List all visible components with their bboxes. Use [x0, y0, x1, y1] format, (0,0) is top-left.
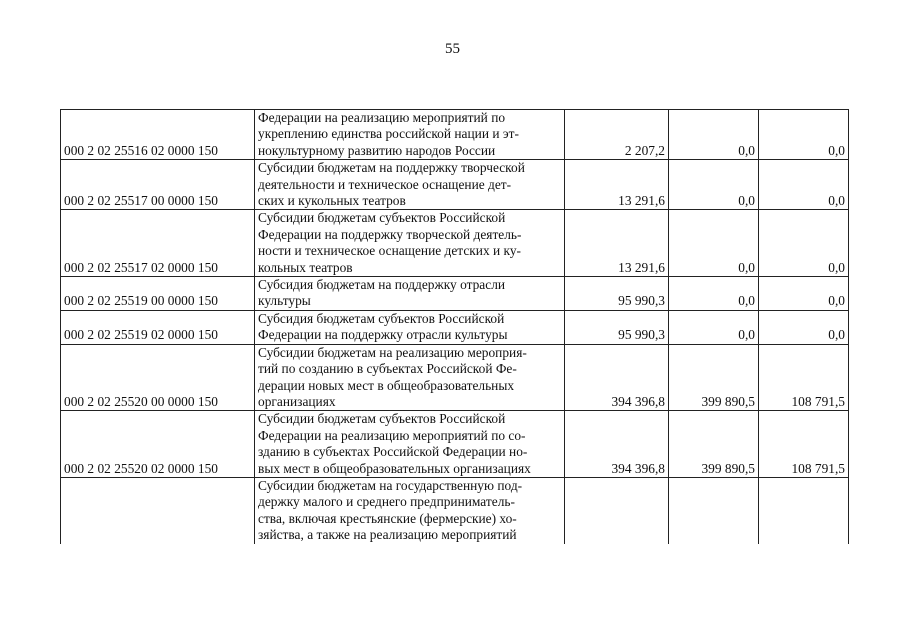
- item-name-cell: [255, 277, 565, 311]
- item-name-line: зяйства, а также на реализацию мероприятий: [258, 527, 517, 543]
- amount-cell-2: 399 890,5: [669, 411, 759, 478]
- amount-cell-3: 0,0: [759, 277, 849, 311]
- classification-code-cell: 000 2 02 25517 02 0000 150: [61, 210, 255, 277]
- amount-cell-1: 13 291,6: [565, 210, 669, 277]
- amount-cell-3: 108 791,5: [759, 344, 849, 411]
- item-name-line: Федерации на реализацию мероприятий по со-: [258, 427, 526, 443]
- amount-cell-2: 0,0: [669, 210, 759, 277]
- amount-cell-2: [669, 477, 759, 543]
- table-row: [61, 277, 849, 311]
- item-name-line: Субсидия бюджетам на поддержку отрасли: [258, 277, 506, 293]
- table-row: [61, 160, 849, 210]
- classification-code-cell: [61, 477, 255, 543]
- item-name-line: культуры: [258, 293, 311, 309]
- item-name-line: организациях: [258, 393, 336, 409]
- item-name-line: кольных театров: [258, 259, 353, 275]
- budget-table: [60, 109, 849, 544]
- item-name-cell: [255, 477, 565, 543]
- classification-code-cell: 000 2 02 25516 02 0000 150: [61, 110, 255, 160]
- amount-cell-1: 394 396,8: [565, 344, 669, 411]
- item-name-cell: [255, 411, 565, 478]
- amount-cell-3: [759, 477, 849, 543]
- item-name-line: ства, включая крестьянские (фермерские) хо-: [258, 510, 517, 526]
- item-name-line: Субсидии бюджетам на государственную под-: [258, 477, 523, 493]
- item-name-line: Субсидии бюджетам на реализацию мероприя-: [258, 344, 527, 360]
- item-name-line: Федерации на поддержку творческой деятель-: [258, 226, 522, 242]
- item-name-line: ских и кукольных театров: [258, 193, 406, 209]
- item-name-cell: [255, 160, 565, 210]
- amount-cell-2: 0,0: [669, 110, 759, 160]
- amount-cell-1: 2 207,2: [565, 110, 669, 160]
- table-row: [61, 310, 849, 344]
- amount-cell-2: 0,0: [669, 310, 759, 344]
- amount-cell-1: 95 990,3: [565, 277, 669, 311]
- item-name-line: Субсидии бюджетам на поддержку творческой: [258, 160, 525, 176]
- item-name-line: Федерации на поддержку отрасли культуры: [258, 327, 508, 343]
- classification-code-cell: 000 2 02 25519 02 0000 150: [61, 310, 255, 344]
- item-name-cell: [255, 210, 565, 277]
- classification-code-cell: 000 2 02 25517 00 0000 150: [61, 160, 255, 210]
- item-name-line: Субсидии бюджетам субъектов Российской: [258, 210, 506, 226]
- item-name-line: Федерации на реализацию мероприятий по: [258, 110, 506, 125]
- item-name-cell: [255, 344, 565, 411]
- amount-cell-3: 0,0: [759, 160, 849, 210]
- amount-cell-3: 108 791,5: [759, 411, 849, 478]
- amount-cell-1: 394 396,8: [565, 411, 669, 478]
- classification-code-cell: 000 2 02 25520 00 0000 150: [61, 344, 255, 411]
- table-row: [61, 411, 849, 478]
- amount-cell-3: 0,0: [759, 210, 849, 277]
- amount-cell-2: 399 890,5: [669, 344, 759, 411]
- amount-cell-1: 95 990,3: [565, 310, 669, 344]
- item-name-line: ности и техническое оснащение детских и ку-: [258, 243, 521, 259]
- item-name-line: держку малого и среднего предприниматель-: [258, 494, 515, 510]
- item-name-line: деятельности и техническое оснащение дет-: [258, 176, 512, 192]
- amount-cell-1: 13 291,6: [565, 160, 669, 210]
- amount-cell-3: 0,0: [759, 310, 849, 344]
- item-name-line: Субсидия бюджетам субъектов Российской: [258, 310, 505, 326]
- item-name-line: вых мест в общеобразовательных организациях: [258, 460, 531, 476]
- item-name-cell: [255, 110, 565, 160]
- item-name-line: Субсидии бюджетам субъектов Российской: [258, 411, 506, 427]
- amount-cell-2: 0,0: [669, 277, 759, 311]
- table-row: [61, 477, 849, 543]
- budget-table-body: [61, 110, 849, 544]
- item-name-line: тий по созданию в субъектах Российской Фе-: [258, 361, 517, 377]
- item-name-line: укреплению единства российской нации и эт-: [258, 126, 519, 142]
- amount-cell-2: 0,0: [669, 160, 759, 210]
- item-name-line: зданию в субъектах Российской Федерации но-: [258, 444, 528, 460]
- table-row: [61, 344, 849, 411]
- page-number: 55: [445, 41, 460, 57]
- item-name-line: нокультурному развитию народов России: [258, 142, 496, 158]
- amount-cell-3: 0,0: [759, 110, 849, 160]
- item-name-line: дерации новых мест в общеобразовательных: [258, 377, 515, 393]
- amount-cell-1: [565, 477, 669, 543]
- item-name-cell: [255, 310, 565, 344]
- table-row: [61, 210, 849, 277]
- classification-code-cell: 000 2 02 25520 02 0000 150: [61, 411, 255, 478]
- classification-code-cell: 000 2 02 25519 00 0000 150: [61, 277, 255, 311]
- table-row: [61, 110, 849, 160]
